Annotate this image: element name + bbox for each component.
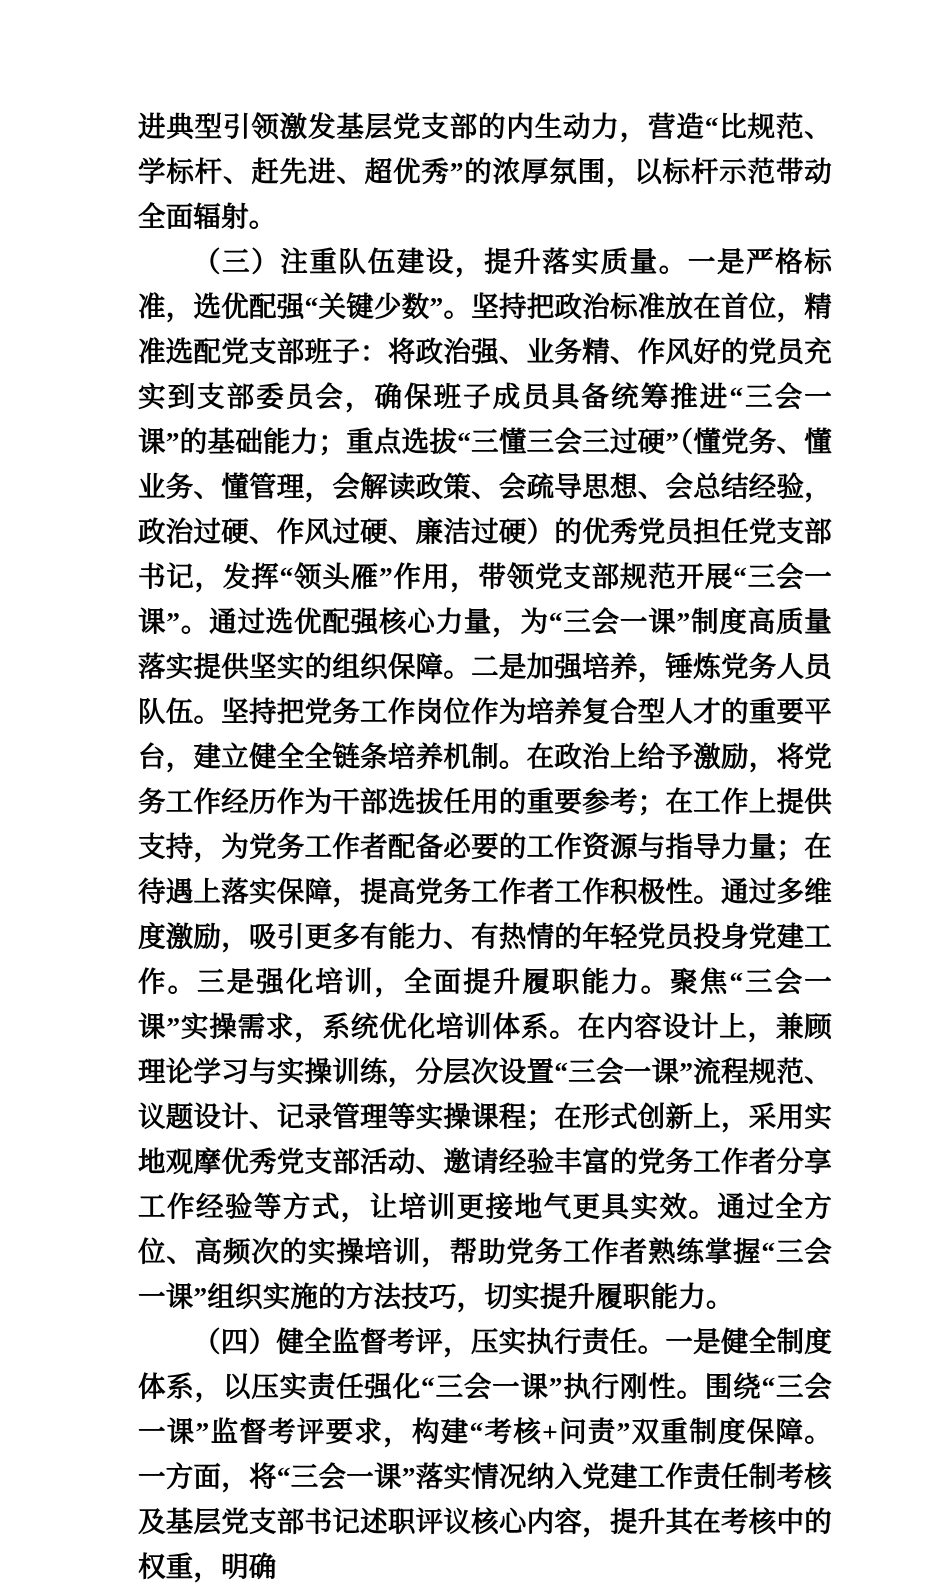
paragraph-continuation: 进典型引领激发基层党支部的内生动力，营造“比规范、学标杆、赶先进、超优秀”的浓厚氛围，以标杆示范带动全面辐射。 [138,111,832,232]
document-body [138,104,832,1589]
paragraph-section-three: （三）注重队伍建设，提升落实质量。一是严格标准，选优配强“关键少数”。坚持把政治标准放在首位，精准选配党支部班子：将政治强、业务精、作风好的党员充实到支部委员会，确保班子成员具备统筹推进“三会一课”的基础能力；重点选拔“三懂三会三过硬”（懂党务、懂业务、懂管理，会解读政策、会疏导思想、会总结经验，政治过硬、作风过硬、廉洁过硬）的优秀党员担任党支部书记，发挥“领头雁”作用，带领党支部规范开展“三会一课”。通过选优配强核心力量，为“三会一课”制度高质量落实提供坚实的组织保障。二是加强培养，锤炼党务人员队伍。坚持把党务工作岗位作为培养复合型人才的重要平台，建立健全全链条培养机制。在政治上给予激励，将党务工作经历作为干部选拔任用的重要参考；在工作上提供支持，为党务工作者配备必要的工作资源与指导力量；在待遇上落实保障，提高党务工作者工作积极性。通过多维度激励，吸引更多有能力、有热情的年轻党员投身党建工作。三是强化培训，全面提升履职能力。聚焦“三会一课”实操需求，系统优化培训体系。在内容设计上，兼顾理论学习与实操训练，分层次设置“三会一课”流程规范、议题设计、记录管理等实操课程；在形式创新上，采用实地观摩优秀党支部活动、邀请经验丰富的党务工作者分享工作经验等方式，让培训更接地气更具实效。通过全方位、高频次的实操培训，帮助党务工作者熟练掌握“三会一课”组织实施的方法技巧，切实提升履职能力。 [138,246,832,1312]
paragraph-section-four: （四）健全监督考评，压实执行责任。一是健全制度体系，以压实责任强化“三会一课”执行刚性。围绕“三会一课”监督考评要求，构建“考核+问责”双重制度保障。一方面，将“三会一课”落实情况纳入党建工作责任制考核及基层党支部书记述职评议核心内容，提升其在考核中的权重，明确 [138,1326,832,1582]
